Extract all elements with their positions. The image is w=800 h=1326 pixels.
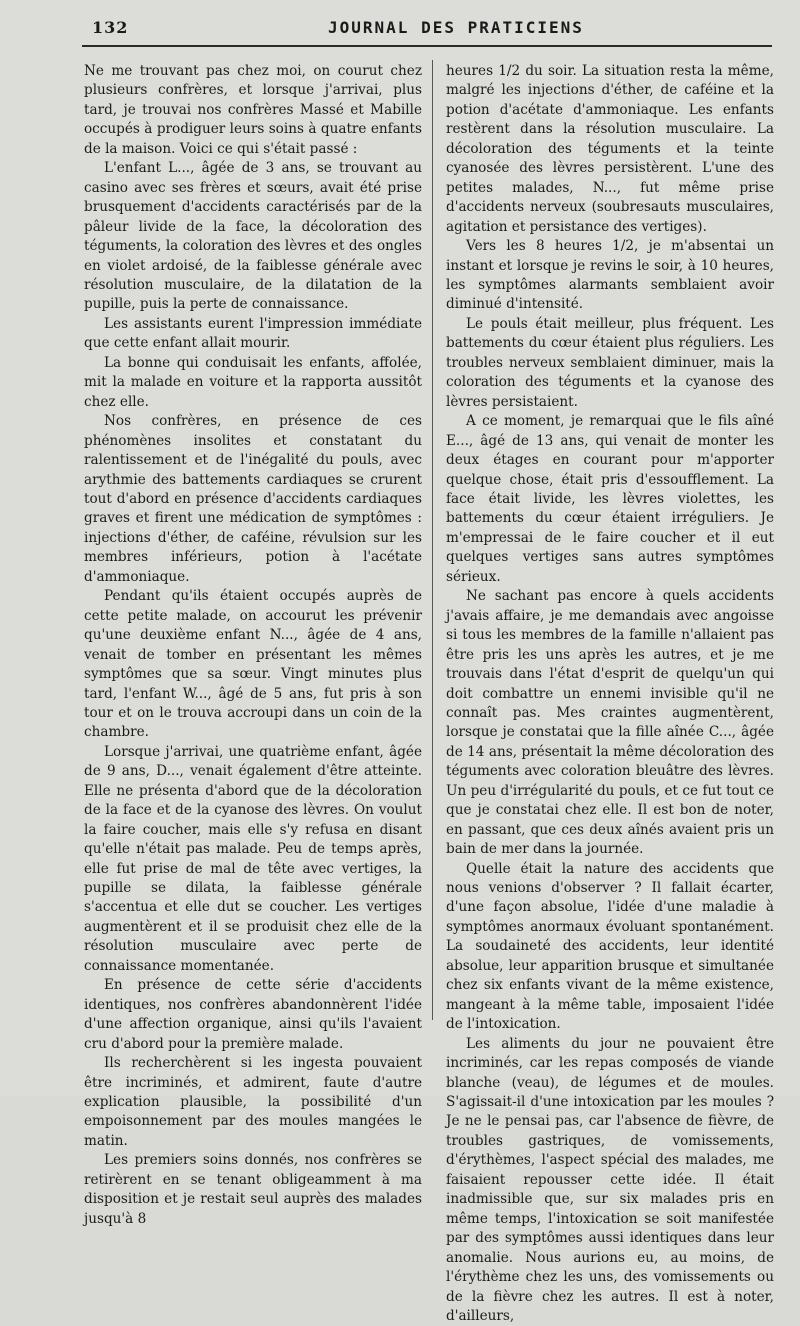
journal-title: JOURNAL DES PRATICIENS (328, 18, 584, 37)
page-header (0, 18, 800, 42)
paragraph: L'enfant L..., âgée de 3 ans, se trouvant au casino avec ses frères et sœurs, avait été prise brusquement d'accidents caractérisés par de la pâleur livide de la face, la décoloration des téguments, la coloration des lèvres et des ongles en violet ardoisé, de la faiblesse générale avec résolution musculaire, de la dilatation de la pupille, puis la perte de connaissance. (84, 160, 422, 313)
paragraph: Pendant qu'ils étaient occupés auprès de cette petite malade, on accourut les prévenir qu'une deuxième enfant N..., âgée de 4 ans, venait de tomber en présentant les mêmes symptômes que sa sœur. Vingt minutes plus tard, l'enfant W..., âgé de 5 ans, fut pris à son tour et on le trouva accroupi dans un coin de la chambre. (84, 588, 422, 741)
paragraph: Ils recherchèrent si les ingesta pouvaient être incriminés, et admirent, faute d'autre explication plausible, la possibilité d'un empoisonnement par des moules mangées le matin. (84, 1055, 422, 1149)
paragraph: Lorsque j'arrivai, une quatrième enfant, âgée de 9 ans, D..., venait également d'être atteinte. Elle ne présenta d'abord que de la décoloration de la face et de la cyanose des lèvres. On voulut la faire coucher, mais elle s'y refusa en disant qu'elle n'était pas malade. Peu de temps après, elle fut prise de mal de tête avec vertiges, la pupille se dilata, la faiblesse générale s'accentua et elle dut se coucher. Les vertiges augmentèrent et il se produisit chez elle de la résolution musculaire avec perte de connaissance momentanée. (84, 743, 422, 974)
paragraph: Vers les 8 heures 1/2, je m'absentai un instant et lorsque je revins le soir, à 10 heures, les symptômes alarmants semblaient avoir diminué d'intensité. (446, 238, 774, 313)
paragraph: Nos confrères, en présence de ces phénomènes insolites et constatant du ralentissement et de l'inégalité du pouls, avec arythmie des battements cardiaques se crurent tout d'abord en présence d'accidents cardiaques graves et firent une médication de symptômes : injections d'éther, de caféine, révulsion sur les membres inférieurs, potion à l'acétate d'ammoniaque. (84, 413, 422, 585)
paragraph: Ne sachant pas encore à quels accidents j'avais affaire, je me demandais avec angoisse si tous les membres de la famille n'allaient pas être pris les uns après les autres, et je me trouvais dans l'état d'esprit de quelqu'un qui doit combattre un ennemi invisible qu'il ne connaît pas. Mes craintes augmentèrent, lorsque je constatai que la fille aînée C..., âgée de 14 ans, présentait la même décoloration des téguments avec coloration bleuâtre des lèvres. Un peu d'irrégularité du pouls, et ce fut tout ce que je constatai chez elle. Il est bon de noter, en passant, que ces deux aînés avaient pris un bain de mer dans la journée. (446, 588, 774, 858)
paragraph: heures 1/2 du soir. La situation resta la même, malgré les injections d'éther, de caféine et la potion d'acétate d'ammoniaque. Les enfants restèrent dans la résolution musculaire. La décoloration des téguments et la teinte cyanosée des lèvres persistèrent. L'une des petites malades, N..., fut même prise d'accidents nerveux (soubresauts musculaires, agitation et persistance des vertiges). (446, 63, 774, 235)
left-column (84, 62, 422, 1229)
paragraph: Les assistants eurent l'impression immédiate que cette enfant allait mourir. (84, 315, 422, 352)
right-column (446, 62, 774, 1326)
paragraph: Les aliments du jour ne pouvaient être incriminés, car les repas composés de viande blanche (veau), de légumes et de moules. S'agissait-il d'une intoxication par les moules ? Je ne le pensai pas, car l'absence de fièvre, de troubles gastriques, de vomissements, d'érythèmes, l'aspect spécial des malades, me faisaient repousser cette idée. Il était inadmissible que, sur six malades pris en même temps, l'intoxication se soit manifestée par des symptômes aussi identiques dans leur anomalie. Nous aurions eu, au moins, de l'érythème chez les uns, des vomissements ou de la fièvre chez les autres. Il est à noter, d'ailleurs, (446, 1035, 774, 1324)
paragraph: A ce moment, je remarquai que le fils aîné E..., âgé de 13 ans, qui venait de monter les deux étages en courant pour m'apporter quelque chose, était pris d'essoufflement. La face était livide, les lèvres violettes, les battements du cœur étaient irréguliers. Je m'empressai de le faire coucher et il eut quelques vertiges sans autres symptômes sérieux. (446, 413, 774, 585)
paragraph: Ne me trouvant pas chez moi, on courut chez plusieurs confrères, et lorsque j'arrivai, plus tard, je trouvai nos confrères Massé et Mabille occupés à prodiguer leurs soins à quatre enfants de la maison. Voici ce qui s'était passé : (84, 63, 422, 157)
paragraph: La bonne qui conduisait les enfants, affolée, mit la malade en voiture et la rapporta aussitôt chez elle. (84, 354, 422, 410)
paragraph: En présence de cette série d'accidents identiques, nos confrères abandonnèrent l'idée d'une affection organique, ainsi qu'ils l'avaient cru d'abord pour la première malade. (84, 977, 422, 1052)
paragraph: Quelle était la nature des accidents que nous venions d'observer ? Il fallait écarter, d'une façon absolue, l'idée d'une maladie à symptômes anormaux évoluant spontanément. La soudaineté des accidents, leur identité absolue, leur apparition brusque et simultanée chez six enfants vivant de la même existence, mangeant à la même table, imposaient l'idée de l'intoxication. (446, 860, 774, 1033)
column-divider (432, 60, 433, 1020)
paragraph: Le pouls était meilleur, plus fréquent. Les battements du cœur étaient plus réguliers. Les troubles nerveux semblaient diminuer, mais la coloration des téguments et la cyanose des lèvres persistaient. (446, 315, 774, 410)
paragraph: Les premiers soins donnés, nos confrères se retirèrent en se tenant obligeamment à ma disposition et je restait seul auprès des malades jusqu'à 8 (84, 1152, 422, 1227)
header-rule (82, 45, 772, 47)
page-number: 132 (92, 18, 129, 37)
